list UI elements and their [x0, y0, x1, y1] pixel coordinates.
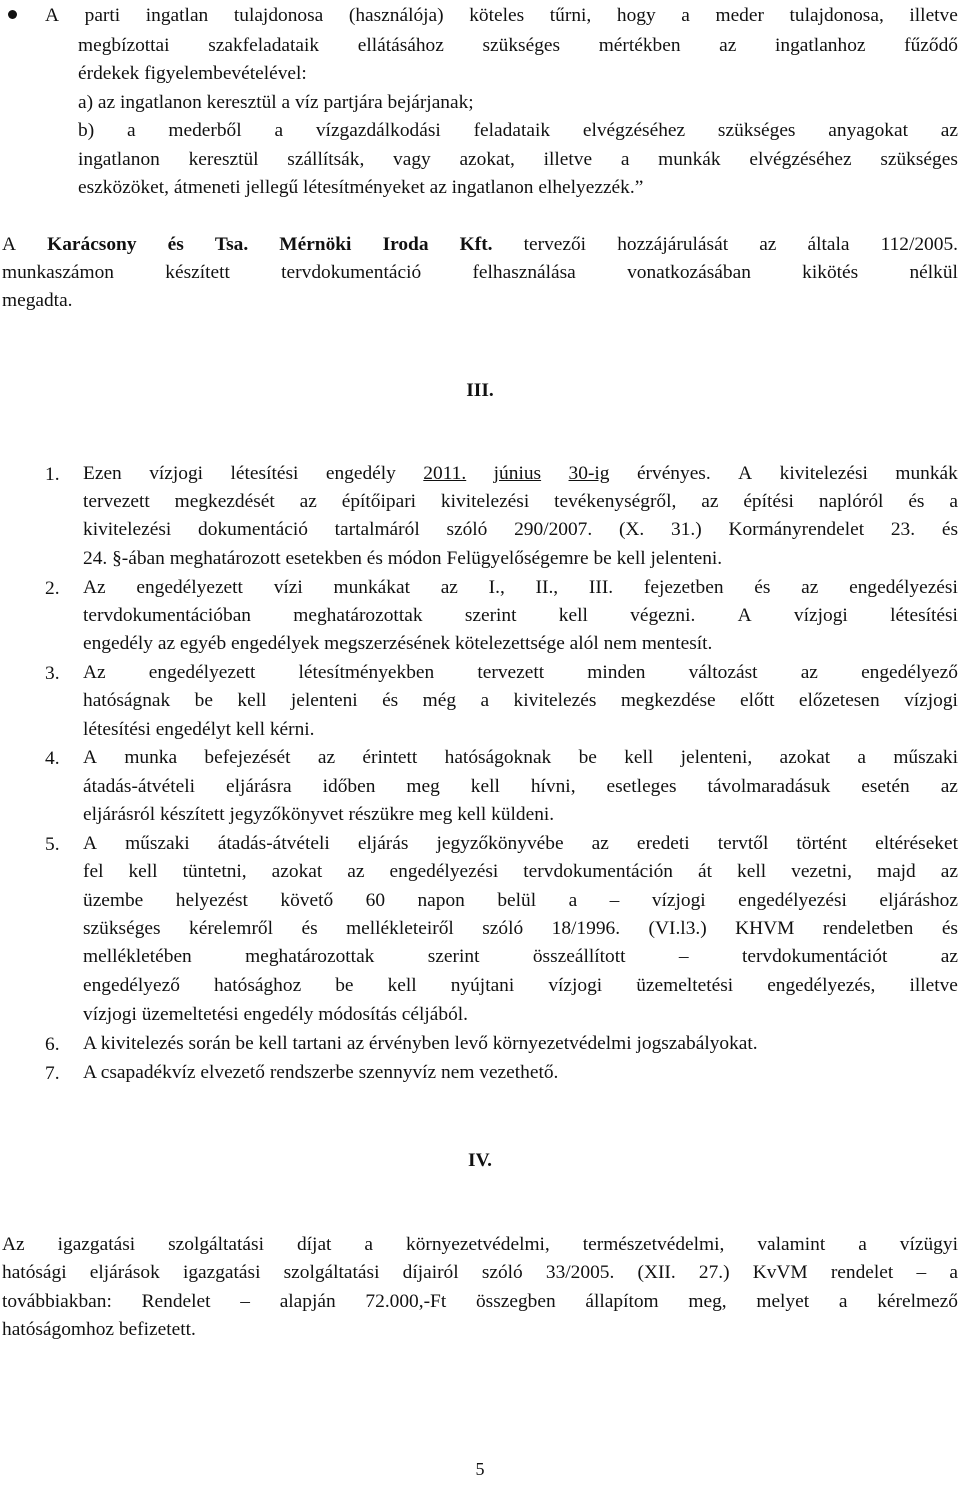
- word: megkezdése: [620, 690, 716, 711]
- word: történt: [796, 833, 848, 854]
- word: azokat: [779, 747, 831, 768]
- word: 290/2007.: [514, 519, 593, 540]
- word: kérelmező: [877, 1291, 958, 1312]
- text-line: engedély az egyéb engedélyek megszerzésének kötelezettsége alól nem mentesít.: [83, 633, 713, 654]
- word: esetleges: [606, 776, 677, 797]
- text-line: [83, 947, 958, 966]
- word: meghatározottak: [293, 605, 423, 626]
- word: szolgáltatási: [168, 1234, 264, 1255]
- word: A: [738, 463, 753, 484]
- word: és: [754, 577, 771, 598]
- word: felhasználása: [472, 262, 576, 283]
- word: létesítési: [890, 605, 958, 626]
- word: az: [347, 861, 365, 882]
- word: eljáráshoz: [879, 890, 958, 911]
- word: a: [364, 1234, 374, 1255]
- text-line: [83, 606, 958, 625]
- word: eljárás: [357, 833, 409, 854]
- word: engedélyezési: [389, 861, 499, 882]
- word: eljárások: [89, 1262, 160, 1283]
- word: tartalmáról: [334, 519, 420, 540]
- word: végezni.: [630, 605, 696, 626]
- word: KvVM: [752, 1262, 808, 1283]
- word: meder: [715, 5, 764, 26]
- word: építőipari: [341, 491, 417, 512]
- word: és: [941, 918, 958, 939]
- word: kell: [128, 861, 158, 882]
- word: jegyzőkönyvébe: [436, 833, 564, 854]
- word: műszaki: [125, 833, 190, 854]
- word: az: [759, 234, 777, 255]
- word: a: [568, 890, 578, 911]
- list-number: 6.: [45, 1034, 60, 1055]
- word: természetvédelmi,: [582, 1234, 725, 1255]
- word: kérelemről: [189, 918, 273, 939]
- word: létesítési: [230, 463, 299, 484]
- word: műszaki: [893, 747, 958, 768]
- word: tulajdonosa: [233, 5, 324, 26]
- word: azokat,: [459, 149, 515, 170]
- word: díjat: [296, 1234, 332, 1255]
- word: környezetvédelmi,: [406, 1234, 550, 1255]
- word: rendeletben: [822, 918, 914, 939]
- company-name: Kft.: [459, 234, 493, 255]
- word: a: [681, 5, 690, 26]
- word: munkákat: [333, 577, 410, 598]
- word: szakfeladataik: [208, 35, 320, 56]
- word: vízjogi: [149, 463, 204, 484]
- word: és: [382, 690, 399, 711]
- text-line: [83, 777, 958, 796]
- word: engedélyezési: [738, 890, 847, 911]
- word: szükséges: [880, 149, 958, 170]
- list-number: 5.: [45, 834, 60, 855]
- word: feladataik: [473, 120, 551, 141]
- word: tervezői: [523, 234, 587, 255]
- word: vonatkozásában: [627, 262, 751, 283]
- word: összegben: [475, 1291, 556, 1312]
- word: KHVM: [735, 918, 795, 939]
- list-number: 4.: [45, 748, 60, 769]
- word: hívni,: [530, 776, 576, 797]
- word: 23.: [890, 519, 916, 540]
- word: az: [317, 747, 336, 768]
- word: Kormányrendelet: [728, 519, 865, 540]
- text-line: [83, 464, 958, 483]
- word: kell: [624, 747, 654, 768]
- word: jelenteni: [290, 690, 358, 711]
- word: naplóról: [818, 491, 884, 512]
- word: A: [45, 5, 60, 26]
- word: tervtől: [717, 833, 769, 854]
- word: összeállított: [532, 946, 626, 967]
- word: mederből: [168, 120, 242, 141]
- word: munkák: [895, 463, 958, 484]
- word: vízgazdálkodási: [315, 120, 441, 141]
- word: Ezen: [83, 463, 122, 484]
- word: –: [609, 890, 620, 911]
- word: minden: [587, 662, 646, 683]
- word: hozzájárulását: [617, 234, 729, 255]
- text-line: [2, 1263, 958, 1282]
- word: még: [422, 690, 457, 711]
- section-heading-iii: III.: [466, 380, 494, 401]
- word: hatósági: [2, 1262, 67, 1283]
- word: valamint: [757, 1234, 826, 1255]
- word: engedélyező: [83, 975, 180, 996]
- word: engedély: [325, 463, 396, 484]
- word: kivitelezési: [440, 491, 530, 512]
- word: és: [301, 918, 318, 939]
- text-line: [2, 1235, 958, 1254]
- word: időben: [322, 776, 376, 797]
- word: engedélyező: [861, 662, 958, 683]
- word: vízi: [273, 577, 303, 598]
- text-line: eszközöket, átmeneti jellegű létesítményeket az ingatlanon elhelyezzék.”: [78, 177, 644, 198]
- text-line: megadta.: [2, 290, 73, 311]
- word: a: [274, 120, 284, 141]
- word: (XII.: [637, 1262, 676, 1283]
- word: 72.000,-Ft: [365, 1291, 447, 1312]
- list-number: 3.: [45, 663, 60, 684]
- word: és: [941, 519, 958, 540]
- word: 18/1996.: [551, 918, 621, 939]
- word: nyújtani: [450, 975, 515, 996]
- word: tervdokumentáción: [523, 861, 673, 882]
- text-line: [83, 862, 958, 881]
- company-name: Iroda: [382, 234, 429, 255]
- word: távolmaradásuk: [707, 776, 831, 797]
- word: kivitelezési: [83, 519, 172, 540]
- word: helyezést: [175, 890, 248, 911]
- word: mellékleteiről: [346, 918, 454, 939]
- word: esetén: [861, 776, 910, 797]
- word: vízügyi: [899, 1234, 958, 1255]
- word: kikötés: [802, 262, 859, 283]
- word: üzemeltetési: [636, 975, 734, 996]
- word: a: [857, 747, 867, 768]
- word: engedélyezett: [148, 662, 256, 683]
- word: a: [480, 690, 490, 711]
- word: elvégzéséhez: [749, 149, 852, 170]
- word: 60: [365, 890, 386, 911]
- word: hatóságnak: [83, 690, 171, 711]
- word: mellékletében: [83, 946, 192, 967]
- validity-date: 2011.: [423, 463, 467, 484]
- word: majd: [876, 861, 916, 882]
- word: vezetni,: [791, 861, 852, 882]
- word: meghatározottak: [245, 946, 375, 967]
- text-line: [83, 919, 958, 938]
- word: a: [838, 1291, 848, 1312]
- word: elvégzéséhez: [582, 120, 686, 141]
- word: engedélyezett: [136, 577, 243, 598]
- word: fejezetben: [643, 577, 724, 598]
- word: szükséges: [83, 918, 161, 939]
- bullet-icon: [8, 10, 17, 19]
- word: be: [578, 747, 597, 768]
- word: állapítom: [585, 1291, 659, 1312]
- word: előtt: [740, 690, 775, 711]
- word: (VI.l3.): [648, 918, 707, 939]
- word: eltéréseket: [875, 833, 958, 854]
- word: kell: [387, 975, 417, 996]
- word: az: [800, 662, 818, 683]
- word: az: [719, 35, 737, 56]
- list-number: 1.: [45, 464, 60, 485]
- word: az: [591, 833, 609, 854]
- word: (használója): [348, 5, 444, 26]
- word: szóló: [446, 519, 488, 540]
- word: kivitelezés: [513, 690, 597, 711]
- text-line: [83, 834, 958, 853]
- word: ingatlan: [145, 5, 209, 26]
- word: tervdokumentáció: [281, 262, 422, 283]
- word: –: [916, 1262, 927, 1283]
- word: átadás-átvételi: [217, 833, 330, 854]
- word: érintett: [362, 747, 418, 768]
- text-line: [2, 263, 958, 282]
- word: 112/2005.: [880, 234, 958, 255]
- text-line: [78, 150, 958, 169]
- text-line: eljárásról készített jegyzőkönyvet részükre meg kell küldeni.: [83, 804, 555, 825]
- text-line: [78, 36, 958, 55]
- validity-date: 30-ig: [568, 463, 610, 484]
- text-line: [83, 748, 958, 767]
- word: kell: [470, 776, 500, 797]
- word: kell: [737, 861, 767, 882]
- word: vízjogi: [793, 605, 848, 626]
- word: –: [240, 1291, 250, 1312]
- word: melyet: [756, 1291, 810, 1312]
- word: építési: [743, 491, 794, 512]
- word: hatóságoknak: [444, 747, 552, 768]
- word: meg,: [688, 1291, 727, 1312]
- word: szerint: [427, 946, 480, 967]
- word: alapján: [279, 1291, 336, 1312]
- word: a: [126, 120, 136, 141]
- word: tervdokumentációban: [83, 605, 251, 626]
- text-line: [83, 891, 958, 910]
- text-line: [78, 121, 958, 140]
- word: érvényes.: [636, 463, 711, 484]
- word: kivitelezési: [779, 463, 868, 484]
- word: munka: [124, 747, 178, 768]
- text-line: [45, 6, 958, 25]
- word: igazgatási: [182, 1262, 261, 1283]
- text-line: hatóságomhoz befizetett.: [2, 1319, 196, 1340]
- text-line: [83, 976, 958, 995]
- word: az: [801, 577, 819, 598]
- word: anyagokat: [828, 120, 908, 141]
- word: változást: [688, 662, 758, 683]
- word: az: [701, 491, 719, 512]
- word: nélkül: [909, 262, 958, 283]
- word: követő: [280, 890, 334, 911]
- word: köteles: [469, 5, 525, 26]
- word: A: [737, 605, 752, 626]
- word: dokumentáció: [198, 519, 308, 540]
- text-line: [83, 492, 958, 511]
- word: tervdokumentációt: [741, 946, 888, 967]
- word: keresztül: [188, 149, 259, 170]
- word: az: [940, 776, 958, 797]
- word: az: [940, 946, 958, 967]
- word: a: [949, 491, 958, 512]
- word: az: [940, 861, 958, 882]
- word: eredeti: [636, 833, 690, 854]
- word: azokat: [271, 861, 323, 882]
- word: hogy: [616, 5, 656, 26]
- word: Az: [2, 1234, 25, 1255]
- word: tulajdonosa,: [789, 5, 884, 26]
- text-line: [83, 663, 958, 682]
- word: a: [858, 1234, 867, 1255]
- word: a: [620, 149, 630, 170]
- word: (X.: [618, 519, 645, 540]
- word: Az: [83, 577, 106, 598]
- text-line: A csapadékvíz elvezető rendszerbe szennyvíz nem vezethető.: [83, 1062, 559, 1083]
- word: II.,: [535, 577, 559, 598]
- word: ingatlanon: [78, 149, 160, 170]
- word: tűrni,: [549, 5, 592, 26]
- text-line: [83, 691, 958, 710]
- word: b): [78, 120, 95, 141]
- text-line: [83, 578, 958, 597]
- word: megkezdését: [174, 491, 275, 512]
- word: munkák: [658, 149, 721, 170]
- word: továbbiakban:: [2, 1291, 112, 1312]
- word: belül: [497, 890, 537, 911]
- text-line: [2, 1292, 958, 1311]
- word: Rendelet: [141, 1291, 211, 1312]
- word: szükséges: [482, 35, 561, 56]
- word: szóló: [481, 1262, 523, 1283]
- word: szerint: [464, 605, 517, 626]
- word: szükséges: [717, 120, 796, 141]
- word: I.,: [488, 577, 505, 598]
- text-line: 24. §-ában meghatározott esetekben és módon Felügyelőségemre be kell jelenteni.: [83, 548, 723, 569]
- validity-date: június: [493, 463, 542, 484]
- word: illetve: [909, 975, 958, 996]
- word: készített: [165, 262, 230, 283]
- word: átadás-átvételi: [83, 776, 195, 797]
- word: tervezett: [477, 662, 545, 683]
- word: az: [940, 120, 958, 141]
- word: befejezését: [204, 747, 291, 768]
- word: 31.): [671, 519, 702, 540]
- text-line: létesítési engedélyt kell kérni.: [83, 719, 315, 740]
- word: szóló: [482, 918, 524, 939]
- word: át: [698, 861, 713, 882]
- text-line: A kivitelezés során be kell tartani az érvényben levő környezetvédelmi jogszabályokat.: [83, 1033, 758, 1054]
- word: Az: [83, 662, 106, 683]
- company-name: Mérnöki: [279, 234, 352, 255]
- word: fel: [83, 861, 104, 882]
- word: a: [949, 1262, 958, 1283]
- word: parti: [84, 5, 121, 26]
- word: vízjogi: [904, 690, 958, 711]
- word: kell: [237, 690, 267, 711]
- word: rendelet: [830, 1262, 894, 1283]
- word: A: [83, 747, 98, 768]
- word: kell: [558, 605, 588, 626]
- word: általa: [807, 234, 850, 255]
- word: III.: [588, 577, 614, 598]
- word: létesítményekben: [298, 662, 435, 683]
- company-name: Tsa.: [214, 234, 249, 255]
- word: az: [299, 491, 317, 512]
- word: meg: [406, 776, 440, 797]
- word: jelenteni,: [680, 747, 753, 768]
- word: munkaszámon: [2, 262, 115, 283]
- word: be: [194, 690, 213, 711]
- word: ellátásához: [357, 35, 444, 56]
- word: tüntetni,: [182, 861, 247, 882]
- word: tevékenységről,: [554, 491, 677, 512]
- word: szolgáltatási: [283, 1262, 380, 1283]
- word: 27.): [698, 1262, 730, 1283]
- text-line: a) az ingatlanon keresztül a víz partjára bejárjanak;: [78, 92, 474, 113]
- word: tervezett: [83, 491, 150, 512]
- word: előzetesen: [798, 690, 880, 711]
- word: vízjogi: [651, 890, 706, 911]
- word: mértékben: [598, 35, 681, 56]
- word: illetve: [909, 5, 958, 26]
- word: engedélyezési: [849, 577, 958, 598]
- word: ingatlanhoz: [775, 35, 866, 56]
- text-line: A Karácsony és Tsa. Mérnöki Iroda Kft. tervezői hozzájárulását az általa 112/2005.: [2, 234, 958, 255]
- company-name: és: [167, 234, 184, 255]
- word: A: [83, 833, 98, 854]
- page-number: 5: [475, 1459, 485, 1479]
- word: díjairól: [402, 1262, 459, 1283]
- section-heading-iv: IV.: [468, 1150, 492, 1171]
- text-line: vízjogi üzemeltetési engedély módosítás céljából.: [83, 1004, 469, 1025]
- word: szállítsák,: [287, 149, 365, 170]
- word: eljárásra: [225, 776, 292, 797]
- word: igazgatási: [57, 1234, 136, 1255]
- word: napon: [417, 890, 465, 911]
- word: fűződő: [904, 35, 958, 56]
- text-line: [83, 520, 958, 539]
- word: illetve: [543, 149, 593, 170]
- word: vagy: [393, 149, 431, 170]
- word: és: [908, 491, 925, 512]
- company-name: Karácsony: [47, 234, 137, 255]
- word: –: [678, 946, 689, 967]
- list-number: 2.: [45, 578, 60, 599]
- word: megbízottai: [78, 35, 170, 56]
- word: vízjogi: [548, 975, 603, 996]
- word: az: [440, 577, 458, 598]
- word: üzembe: [83, 890, 144, 911]
- word: 33/2005.: [545, 1262, 615, 1283]
- list-number: 7.: [45, 1063, 60, 1084]
- text-line: érdekek figyelembevételével:: [78, 63, 307, 84]
- word: be: [335, 975, 354, 996]
- word: engedélyezés,: [767, 975, 876, 996]
- word: hatósághoz: [213, 975, 302, 996]
